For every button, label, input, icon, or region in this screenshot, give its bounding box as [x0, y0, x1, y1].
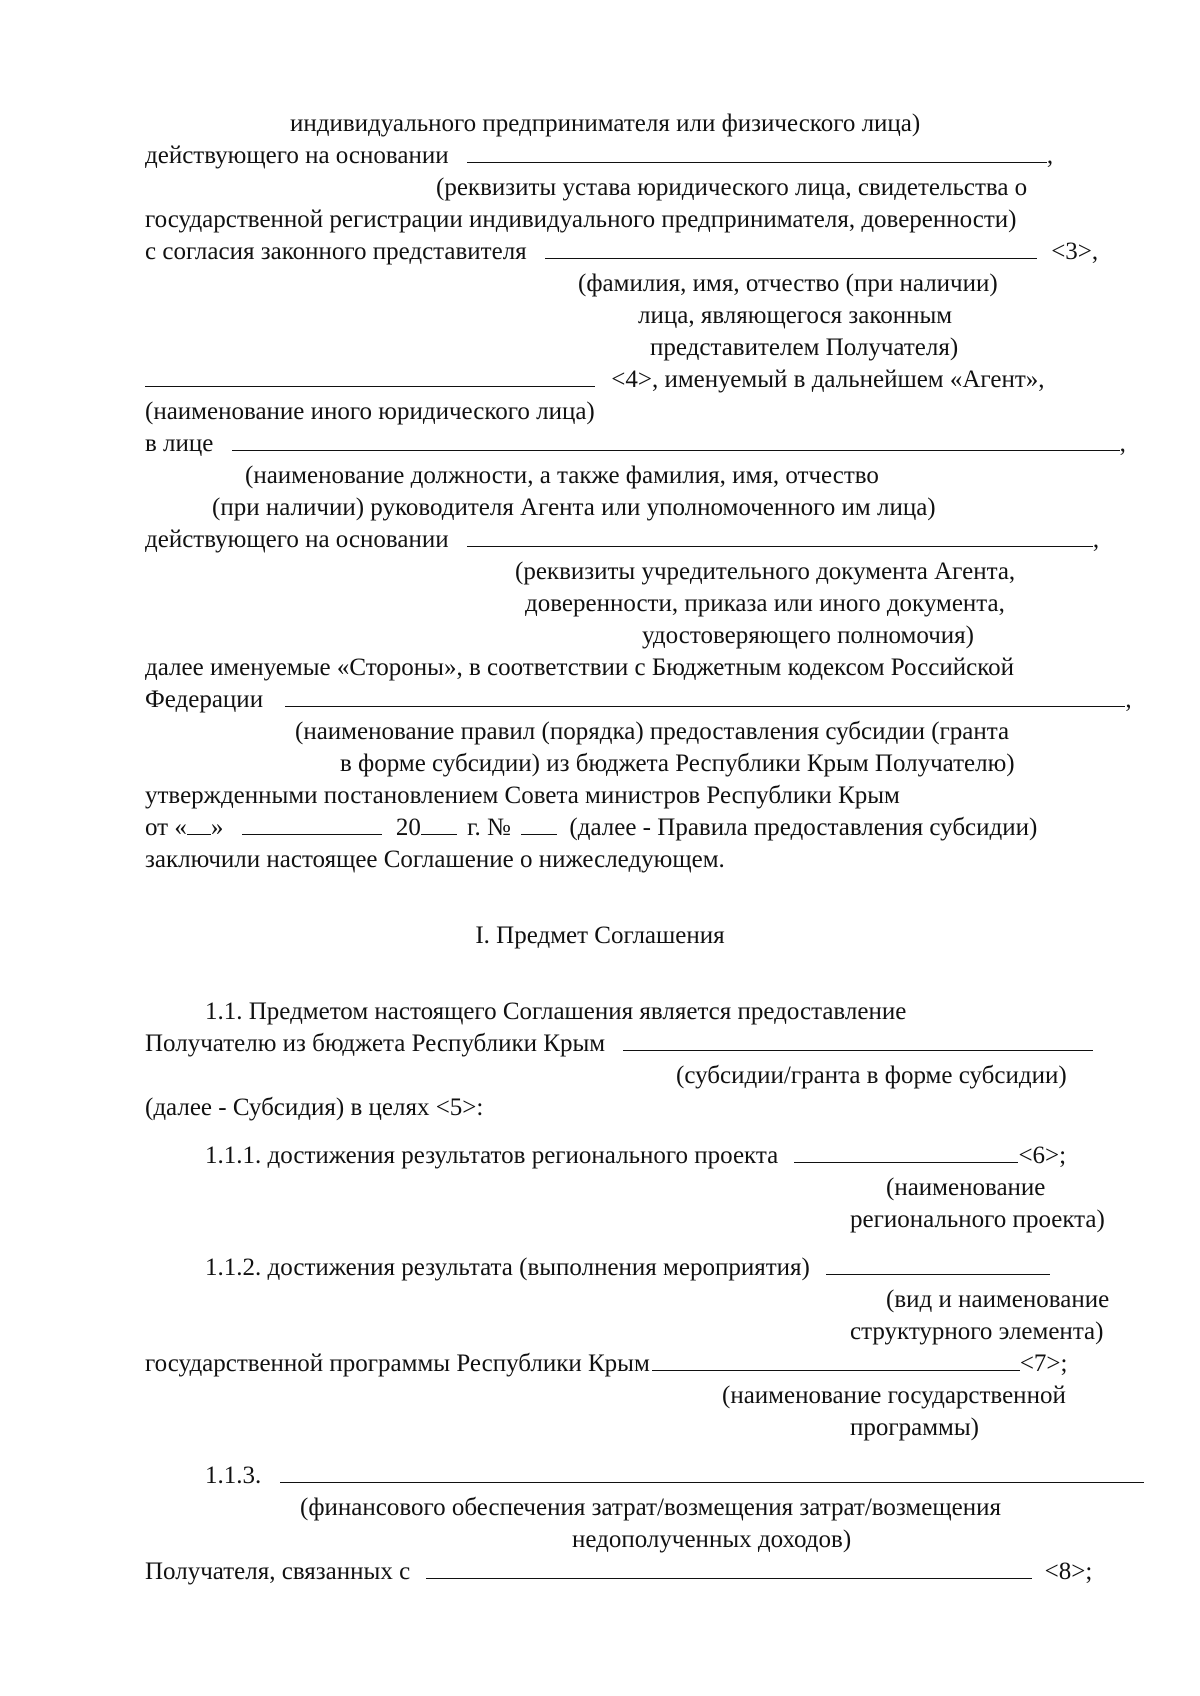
text-line: (наименование государственной — [722, 1382, 1066, 1409]
blank-field[interactable] — [145, 364, 595, 387]
costs-line — [145, 1556, 1092, 1588]
program-line — [145, 1348, 1067, 1380]
punct: , — [1092, 526, 1100, 553]
blank-field[interactable] — [826, 1252, 1050, 1275]
blank-field[interactable] — [232, 428, 1120, 451]
text-line: удостоверяющего полномочия) — [642, 622, 974, 649]
text-line: (наименование правил (порядка) предоставления субсидии (гранта — [295, 718, 1010, 745]
label: (далее - Правила предоставления субсидии) — [569, 814, 1038, 841]
text-line: утвержденными постановлением Совета министров Республики Крым — [145, 782, 900, 809]
regional-project-line — [205, 1140, 1066, 1172]
label: действующего на основании — [145, 526, 449, 553]
text-line: (наименование должности, а также фамилия, имя, отчество — [245, 462, 879, 489]
clause-113-line — [205, 1460, 1144, 1492]
text-line: далее именуемые «Стороны», в соответствии с Бюджетным кодексом Российской — [145, 654, 1014, 681]
footnote-ref: <8>; — [1044, 1558, 1093, 1585]
label: 20 — [395, 814, 421, 841]
punct: , — [1046, 142, 1054, 169]
label: Федерации — [145, 686, 264, 713]
label: с согласия законного представителя — [145, 238, 527, 265]
text-line: (фамилия, имя, отчество (при наличии) — [578, 270, 998, 297]
footnote-ref: <6>; — [1018, 1142, 1067, 1169]
text-line: (при наличии) руководителя Агента или уполномоченного им лица) — [212, 494, 936, 521]
text-line: представителем Получателя) — [650, 334, 959, 361]
section-title: I. Предмет Соглашения — [475, 922, 725, 949]
label: действующего на основании — [145, 142, 449, 169]
federation-line — [145, 684, 1132, 716]
label: государственной программы Республики Крым — [145, 1350, 650, 1377]
blank-field[interactable] — [623, 1028, 1093, 1051]
text-line: доверенности, приказа или иного документа, — [525, 590, 1005, 617]
basis-line-2 — [145, 524, 1099, 556]
label: от « — [145, 814, 187, 841]
text-line: (реквизиты устава юридического лица, свидетельства о — [436, 174, 1028, 201]
text-line: индивидуального предпринимателя или физического лица) — [290, 110, 921, 137]
blank-field[interactable] — [285, 684, 1125, 707]
blank-field[interactable] — [467, 524, 1093, 547]
label: 1.1.2. достижения результата (выполнения мероприятия) — [205, 1254, 810, 1281]
text-line: заключили настоящее Соглашение о нижеследующем. — [145, 846, 725, 873]
text-line: в форме субсидии) из бюджета Республики Крым Получателю) — [340, 750, 1015, 777]
label: Получателю из бюджета Республики Крым — [145, 1030, 606, 1057]
text-line: (наименование — [886, 1174, 1046, 1201]
blank-field[interactable] — [545, 236, 1037, 259]
person-line — [145, 428, 1126, 460]
text-line: государственной регистрации индивидуального предпринимателя, доверенности) — [145, 206, 1017, 233]
budget-line — [145, 1028, 1093, 1060]
date-line — [145, 812, 1037, 844]
blank-field[interactable] — [426, 1556, 1032, 1579]
text-line: (далее - Субсидия) в целях <5>: — [145, 1094, 484, 1121]
footnote-ref: <3>, — [1051, 238, 1099, 265]
month-field[interactable] — [242, 812, 382, 835]
blank-field[interactable] — [652, 1348, 1020, 1371]
activity-line — [205, 1252, 1050, 1284]
footnote-ref: <7>; — [1019, 1350, 1068, 1377]
text-line: (наименование иного юридического лица) — [145, 398, 595, 425]
label: 1.1.3. — [205, 1462, 262, 1489]
punct: , — [1119, 430, 1126, 457]
blank-field[interactable] — [794, 1140, 1018, 1163]
text-line: 1.1. Предметом настоящего Соглашения является предоставление — [205, 998, 907, 1025]
text-line: (финансового обеспечения затрат/возмещения затрат/возмещения — [300, 1494, 1001, 1521]
label: 1.1.1. достижения результатов регионального проекта — [205, 1142, 779, 1169]
text-line: (реквизиты учредительного документа Агента, — [515, 558, 1016, 585]
text-line: недополученных доходов) — [572, 1526, 852, 1553]
year-field[interactable] — [421, 812, 457, 835]
day-field[interactable] — [187, 812, 211, 835]
text-line: (вид и наименование — [886, 1286, 1110, 1313]
blank-field[interactable] — [467, 140, 1047, 163]
label: Получателя, связанных с — [145, 1558, 411, 1585]
label: » — [210, 814, 224, 841]
representative-line — [145, 236, 1098, 268]
label: в лице — [145, 430, 214, 457]
basis-line — [145, 140, 1053, 172]
agent-line — [145, 364, 1045, 396]
label: <4>, именуемый в дальнейшем «Агент», — [611, 366, 1045, 393]
label: г. № — [467, 814, 511, 841]
number-field[interactable] — [521, 812, 557, 835]
text-line: программы) — [850, 1414, 979, 1441]
blank-field[interactable] — [280, 1460, 1144, 1483]
text-line: лица, являющегося законным — [638, 302, 953, 329]
text-line: структурного элемента) — [850, 1318, 1104, 1345]
text-line: регионального проекта) — [850, 1206, 1105, 1233]
text-line: (субсидии/гранта в форме субсидии) — [676, 1062, 1067, 1089]
punct: , — [1125, 686, 1132, 713]
